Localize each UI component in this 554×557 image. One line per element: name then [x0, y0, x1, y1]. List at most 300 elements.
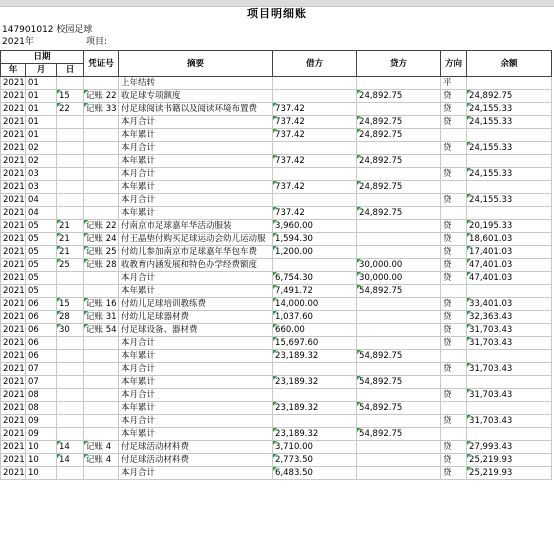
- year-cell[interactable]: 2021: [1, 259, 26, 272]
- day-cell[interactable]: 21: [57, 220, 84, 233]
- summary-cell[interactable]: 付王晶垫付购买足球运动会幼儿运动服: [119, 233, 273, 246]
- voucher-header[interactable]: 凭证号: [84, 51, 119, 77]
- voucher-cell[interactable]: 记账 25: [84, 246, 119, 259]
- voucher-cell[interactable]: 记账 33: [84, 103, 119, 116]
- day-cell[interactable]: 28: [57, 311, 84, 324]
- summary-cell[interactable]: 本年累计: [119, 428, 273, 441]
- day-cell[interactable]: [57, 168, 84, 181]
- credit-cell[interactable]: 54,892.75: [357, 285, 441, 298]
- month-cell[interactable]: 07: [26, 363, 57, 376]
- day-cell[interactable]: [57, 142, 84, 155]
- summary-cell[interactable]: 付足球活动材料费: [119, 441, 273, 454]
- day-cell[interactable]: 25: [57, 259, 84, 272]
- direction-cell[interactable]: [441, 207, 467, 220]
- summary-cell[interactable]: 付足球活动材料费: [119, 454, 273, 467]
- voucher-cell[interactable]: 记账 22: [84, 90, 119, 103]
- balance-cell[interactable]: 24,892.75: [467, 90, 552, 103]
- year-cell[interactable]: 2021: [1, 402, 26, 415]
- day-cell[interactable]: 15: [57, 298, 84, 311]
- direction-cell[interactable]: 贷: [441, 311, 467, 324]
- debit-cell[interactable]: [273, 168, 357, 181]
- credit-cell[interactable]: 24,892.75: [357, 181, 441, 194]
- debit-cell[interactable]: [273, 389, 357, 402]
- day-cell[interactable]: [57, 415, 84, 428]
- balance-cell[interactable]: 17,401.03: [467, 246, 552, 259]
- balance-cell[interactable]: 31,703.43: [467, 389, 552, 402]
- balance-cell[interactable]: 31,703.43: [467, 415, 552, 428]
- voucher-cell[interactable]: 记账 54: [84, 324, 119, 337]
- debit-cell[interactable]: 737.42: [273, 181, 357, 194]
- balance-cell[interactable]: 20,195.33: [467, 220, 552, 233]
- summary-cell[interactable]: 本月合计: [119, 116, 273, 129]
- debit-cell[interactable]: 23,189.32: [273, 350, 357, 363]
- month-cell[interactable]: 01: [26, 90, 57, 103]
- year-cell[interactable]: 2021: [1, 350, 26, 363]
- direction-cell[interactable]: 贷: [441, 467, 467, 480]
- summary-cell[interactable]: 本月合计: [119, 272, 273, 285]
- month-cell[interactable]: 03: [26, 181, 57, 194]
- year-cell[interactable]: 2021: [1, 376, 26, 389]
- credit-cell[interactable]: [357, 415, 441, 428]
- table-row: [1, 103, 552, 116]
- voucher-cell[interactable]: [84, 155, 119, 168]
- direction-cell[interactable]: 贷: [441, 337, 467, 350]
- summary-cell[interactable]: 本年累计: [119, 129, 273, 142]
- year-cell[interactable]: 2021: [1, 181, 26, 194]
- summary-cell[interactable]: 本月合计: [119, 168, 273, 181]
- table-row: [1, 363, 552, 376]
- year-cell[interactable]: 2021: [1, 155, 26, 168]
- debit-cell[interactable]: [273, 415, 357, 428]
- month-cell[interactable]: 05: [26, 285, 57, 298]
- year-cell[interactable]: 2021: [1, 428, 26, 441]
- month-header[interactable]: 月: [26, 64, 57, 77]
- month-cell[interactable]: 10: [26, 454, 57, 467]
- voucher-cell[interactable]: [84, 129, 119, 142]
- voucher-cell[interactable]: [84, 415, 119, 428]
- voucher-cell[interactable]: [84, 402, 119, 415]
- table-row: [1, 285, 552, 298]
- day-cell[interactable]: 14: [57, 454, 84, 467]
- month-cell[interactable]: 05: [26, 220, 57, 233]
- year-cell[interactable]: 2021: [1, 129, 26, 142]
- summary-cell[interactable]: 本年累计: [119, 207, 273, 220]
- credit-cell[interactable]: [357, 220, 441, 233]
- day-cell[interactable]: 30: [57, 324, 84, 337]
- balance-cell[interactable]: 24,155.33: [467, 168, 552, 181]
- summary-cell[interactable]: 付足球设备、器材费: [119, 324, 273, 337]
- day-cell[interactable]: [57, 116, 84, 129]
- month-cell[interactable]: 05: [26, 272, 57, 285]
- voucher-cell[interactable]: 记账 28: [84, 259, 119, 272]
- debit-cell[interactable]: [273, 90, 357, 103]
- balance-cell[interactable]: [467, 285, 552, 298]
- direction-cell[interactable]: [441, 428, 467, 441]
- day-cell[interactable]: [57, 207, 84, 220]
- month-cell[interactable]: 06: [26, 350, 57, 363]
- summary-cell[interactable]: 本月合计: [119, 142, 273, 155]
- day-cell[interactable]: 22: [57, 103, 84, 116]
- balance-cell[interactable]: 31,703.43: [467, 363, 552, 376]
- balance-cell[interactable]: [467, 350, 552, 363]
- debit-cell[interactable]: 1,594.30: [273, 233, 357, 246]
- debit-cell[interactable]: 7,491.72: [273, 285, 357, 298]
- month-cell[interactable]: 10: [26, 467, 57, 480]
- debit-cell[interactable]: 2,773.50: [273, 454, 357, 467]
- credit-cell[interactable]: 24,892.75: [357, 116, 441, 129]
- credit-cell[interactable]: [357, 233, 441, 246]
- voucher-cell[interactable]: 记账 4: [84, 441, 119, 454]
- summary-cell[interactable]: 本月合计: [119, 363, 273, 376]
- direction-cell[interactable]: [441, 350, 467, 363]
- direction-cell[interactable]: 贷: [441, 363, 467, 376]
- balance-cell[interactable]: [467, 376, 552, 389]
- voucher-cell[interactable]: 记账 4: [84, 454, 119, 467]
- year-cell[interactable]: 2021: [1, 272, 26, 285]
- balance-cell[interactable]: [467, 181, 552, 194]
- year-cell[interactable]: 2021: [1, 90, 26, 103]
- table-row: [1, 207, 552, 220]
- debit-cell[interactable]: 6,483.50: [273, 467, 357, 480]
- table-row: [1, 454, 552, 467]
- year-cell[interactable]: 2021: [1, 324, 26, 337]
- summary-cell[interactable]: 付幼儿参加南京市足球嘉年华包车费: [119, 246, 273, 259]
- month-cell[interactable]: 08: [26, 389, 57, 402]
- debit-cell[interactable]: 1,200.00: [273, 246, 357, 259]
- debit-cell[interactable]: 737.42: [273, 155, 357, 168]
- balance-cell[interactable]: 33,401.03: [467, 298, 552, 311]
- credit-cell[interactable]: [357, 454, 441, 467]
- debit-cell[interactable]: 14,000.00: [273, 298, 357, 311]
- debit-cell[interactable]: 737.42: [273, 116, 357, 129]
- credit-cell[interactable]: 30,000.00: [357, 272, 441, 285]
- balance-cell[interactable]: [467, 129, 552, 142]
- credit-cell[interactable]: 54,892.75: [357, 376, 441, 389]
- voucher-cell[interactable]: [84, 116, 119, 129]
- voucher-cell[interactable]: 记账 22: [84, 220, 119, 233]
- voucher-cell[interactable]: [84, 467, 119, 480]
- month-cell[interactable]: 01: [26, 116, 57, 129]
- direction-cell[interactable]: 贷: [441, 116, 467, 129]
- debit-cell[interactable]: 23,189.32: [273, 428, 357, 441]
- debit-cell[interactable]: [273, 77, 357, 90]
- year-cell[interactable]: 2021: [1, 298, 26, 311]
- table-row: [1, 415, 552, 428]
- direction-cell[interactable]: 贷: [441, 220, 467, 233]
- debit-cell[interactable]: 6,754.30: [273, 272, 357, 285]
- year-header[interactable]: 年: [1, 64, 26, 77]
- year-cell[interactable]: 2021: [1, 285, 26, 298]
- debit-cell[interactable]: [273, 259, 357, 272]
- year-cell[interactable]: 2021: [1, 77, 26, 90]
- debit-cell[interactable]: 737.42: [273, 103, 357, 116]
- credit-cell[interactable]: 54,892.75: [357, 428, 441, 441]
- month-cell[interactable]: 08: [26, 402, 57, 415]
- voucher-cell[interactable]: 记账 16: [84, 298, 119, 311]
- day-header[interactable]: 日: [57, 64, 84, 77]
- day-cell[interactable]: [57, 467, 84, 480]
- balance-cell[interactable]: 24,155.33: [467, 116, 552, 129]
- credit-cell[interactable]: [357, 168, 441, 181]
- voucher-cell[interactable]: [84, 428, 119, 441]
- direction-cell[interactable]: [441, 376, 467, 389]
- year-cell[interactable]: 2021: [1, 415, 26, 428]
- direction-cell[interactable]: 贷: [441, 168, 467, 181]
- voucher-cell[interactable]: 记账 24: [84, 233, 119, 246]
- day-cell[interactable]: [57, 402, 84, 415]
- day-cell[interactable]: [57, 376, 84, 389]
- summary-cell[interactable]: 收足球专项额度: [119, 90, 273, 103]
- summary-cell[interactable]: 付足球阅读书籍以及阅读环境布置费: [119, 103, 273, 116]
- year-cell[interactable]: 2021: [1, 233, 26, 246]
- voucher-cell[interactable]: [84, 350, 119, 363]
- balance-cell[interactable]: 31,703.43: [467, 324, 552, 337]
- credit-cell[interactable]: [357, 467, 441, 480]
- month-cell[interactable]: 05: [26, 246, 57, 259]
- credit-cell[interactable]: [357, 363, 441, 376]
- year-cell[interactable]: 2021: [1, 454, 26, 467]
- debit-cell[interactable]: [273, 142, 357, 155]
- year-cell[interactable]: 2021: [1, 363, 26, 376]
- balance-cell[interactable]: 31,703.43: [467, 337, 552, 350]
- year-cell[interactable]: 2021: [1, 103, 26, 116]
- summary-cell[interactable]: 本年累计: [119, 181, 273, 194]
- voucher-cell[interactable]: [84, 77, 119, 90]
- day-cell[interactable]: [57, 337, 84, 350]
- summary-cell[interactable]: 付南京市足球嘉年华活动服装: [119, 220, 273, 233]
- year-cell[interactable]: 2021: [1, 220, 26, 233]
- balance-cell[interactable]: [467, 77, 552, 90]
- summary-cell[interactable]: 付幼儿足球培训教练费: [119, 298, 273, 311]
- direction-cell[interactable]: 贷: [441, 454, 467, 467]
- direction-cell[interactable]: 贷: [441, 415, 467, 428]
- year-cell[interactable]: 2021: [1, 441, 26, 454]
- credit-cell[interactable]: [357, 142, 441, 155]
- credit-cell[interactable]: 24,892.75: [357, 155, 441, 168]
- voucher-cell[interactable]: [84, 389, 119, 402]
- summary-cell[interactable]: 本月合计: [119, 337, 273, 350]
- credit-cell[interactable]: [357, 324, 441, 337]
- table-row: [1, 298, 552, 311]
- direction-cell[interactable]: 贷: [441, 194, 467, 207]
- summary-cell[interactable]: 收教育内涵发展和特色办学经费额度: [119, 259, 273, 272]
- debit-cell[interactable]: 23,189.32: [273, 402, 357, 415]
- credit-cell[interactable]: 30,000.00: [357, 259, 441, 272]
- balance-cell[interactable]: 18,601.03: [467, 233, 552, 246]
- credit-cell[interactable]: [357, 298, 441, 311]
- month-cell[interactable]: 09: [26, 428, 57, 441]
- month-cell[interactable]: 04: [26, 207, 57, 220]
- day-cell[interactable]: [57, 428, 84, 441]
- voucher-cell[interactable]: [84, 181, 119, 194]
- balance-cell[interactable]: [467, 207, 552, 220]
- credit-cell[interactable]: 24,892.75: [357, 207, 441, 220]
- debit-cell[interactable]: 1,037.60: [273, 311, 357, 324]
- day-cell[interactable]: 21: [57, 233, 84, 246]
- summary-cell[interactable]: 付幼儿足球器材费: [119, 311, 273, 324]
- direction-cell[interactable]: [441, 285, 467, 298]
- month-cell[interactable]: 09: [26, 415, 57, 428]
- credit-cell[interactable]: [357, 311, 441, 324]
- direction-cell[interactable]: 平: [441, 77, 467, 90]
- day-cell[interactable]: [57, 181, 84, 194]
- day-cell[interactable]: 14: [57, 441, 84, 454]
- voucher-cell[interactable]: [84, 272, 119, 285]
- debit-cell[interactable]: 660.00: [273, 324, 357, 337]
- direction-cell[interactable]: 贷: [441, 298, 467, 311]
- credit-cell[interactable]: [357, 337, 441, 350]
- direction-header[interactable]: 方向: [441, 51, 467, 77]
- voucher-cell[interactable]: 记账 31: [84, 311, 119, 324]
- day-cell[interactable]: [57, 389, 84, 402]
- month-cell[interactable]: 03: [26, 168, 57, 181]
- direction-cell[interactable]: 贷: [441, 90, 467, 103]
- credit-cell[interactable]: [357, 441, 441, 454]
- direction-cell[interactable]: [441, 181, 467, 194]
- credit-cell[interactable]: 54,892.75: [357, 402, 441, 415]
- debit-cell[interactable]: 737.42: [273, 129, 357, 142]
- credit-header[interactable]: 贷方: [357, 51, 441, 77]
- table-row: [1, 116, 552, 129]
- year-cell[interactable]: 2021: [1, 116, 26, 129]
- balance-cell[interactable]: 47,401.03: [467, 259, 552, 272]
- summary-cell[interactable]: 本月合计: [119, 467, 273, 480]
- voucher-cell[interactable]: [84, 363, 119, 376]
- direction-cell[interactable]: [441, 155, 467, 168]
- day-cell[interactable]: [57, 77, 84, 90]
- year-cell[interactable]: 2021: [1, 311, 26, 324]
- month-cell[interactable]: 06: [26, 298, 57, 311]
- credit-cell[interactable]: 24,892.75: [357, 90, 441, 103]
- direction-cell[interactable]: 贷: [441, 259, 467, 272]
- debit-cell[interactable]: 3,710.00: [273, 441, 357, 454]
- debit-cell[interactable]: [273, 194, 357, 207]
- day-cell[interactable]: [57, 363, 84, 376]
- credit-cell[interactable]: 24,892.75: [357, 129, 441, 142]
- direction-cell[interactable]: 贷: [441, 233, 467, 246]
- direction-cell[interactable]: [441, 402, 467, 415]
- summary-cell[interactable]: 本月合计: [119, 389, 273, 402]
- year-cell[interactable]: 2021: [1, 168, 26, 181]
- credit-cell[interactable]: 54,892.75: [357, 350, 441, 363]
- balance-cell[interactable]: 47,401.03: [467, 272, 552, 285]
- month-cell[interactable]: 01: [26, 129, 57, 142]
- table-row: [1, 194, 552, 207]
- balance-cell[interactable]: [467, 428, 552, 441]
- year-cell[interactable]: 2021: [1, 194, 26, 207]
- debit-cell[interactable]: 15,697.60: [273, 337, 357, 350]
- day-cell[interactable]: [57, 285, 84, 298]
- summary-cell[interactable]: 本年累计: [119, 285, 273, 298]
- table-row: [1, 337, 552, 350]
- debit-header[interactable]: 借方: [273, 51, 357, 77]
- balance-cell[interactable]: 32,363.43: [467, 311, 552, 324]
- summary-cell[interactable]: 本年累计: [119, 402, 273, 415]
- credit-cell[interactable]: [357, 389, 441, 402]
- voucher-cell[interactable]: [84, 168, 119, 181]
- balance-header[interactable]: 余额: [467, 51, 552, 77]
- month-cell[interactable]: 01: [26, 103, 57, 116]
- summary-cell[interactable]: 本年累计: [119, 350, 273, 363]
- balance-cell[interactable]: 24,155.33: [467, 103, 552, 116]
- direction-cell[interactable]: 贷: [441, 272, 467, 285]
- debit-cell[interactable]: 23,189.32: [273, 376, 357, 389]
- direction-cell[interactable]: 贷: [441, 441, 467, 454]
- voucher-cell[interactable]: [84, 376, 119, 389]
- table-row: [1, 220, 552, 233]
- year-cell[interactable]: 2021: [1, 207, 26, 220]
- credit-cell[interactable]: [357, 103, 441, 116]
- credit-cell[interactable]: [357, 194, 441, 207]
- day-cell[interactable]: 15: [57, 90, 84, 103]
- month-cell[interactable]: 05: [26, 233, 57, 246]
- summary-cell[interactable]: 上年结转: [119, 77, 273, 90]
- balance-cell[interactable]: 24,155.33: [467, 142, 552, 155]
- balance-cell[interactable]: 24,155.33: [467, 194, 552, 207]
- month-cell[interactable]: 10: [26, 441, 57, 454]
- direction-cell[interactable]: [441, 129, 467, 142]
- month-cell[interactable]: 07: [26, 376, 57, 389]
- balance-cell[interactable]: [467, 402, 552, 415]
- direction-cell[interactable]: 贷: [441, 389, 467, 402]
- year-cell[interactable]: 2021: [1, 467, 26, 480]
- month-cell[interactable]: 06: [26, 311, 57, 324]
- debit-cell[interactable]: 3,960.00: [273, 220, 357, 233]
- balance-cell[interactable]: 25,219.93: [467, 467, 552, 480]
- debit-cell[interactable]: 737.42: [273, 207, 357, 220]
- direction-cell[interactable]: 贷: [441, 246, 467, 259]
- month-cell[interactable]: 05: [26, 259, 57, 272]
- month-cell[interactable]: 04: [26, 194, 57, 207]
- day-cell[interactable]: [57, 155, 84, 168]
- direction-cell[interactable]: 贷: [441, 142, 467, 155]
- summary-cell[interactable]: 本月合计: [119, 194, 273, 207]
- day-cell[interactable]: [57, 194, 84, 207]
- summary-header[interactable]: 摘要: [119, 51, 273, 77]
- summary-cell[interactable]: 本月合计: [119, 415, 273, 428]
- day-cell[interactable]: [57, 350, 84, 363]
- credit-cell[interactable]: [357, 77, 441, 90]
- voucher-cell[interactable]: [84, 337, 119, 350]
- summary-cell[interactable]: 本年累计: [119, 376, 273, 389]
- voucher-cell[interactable]: [84, 194, 119, 207]
- month-cell[interactable]: 06: [26, 324, 57, 337]
- voucher-cell[interactable]: [84, 285, 119, 298]
- year-cell[interactable]: 2021: [1, 142, 26, 155]
- year-cell[interactable]: 2021: [1, 337, 26, 350]
- date-header[interactable]: 日期: [1, 51, 84, 64]
- year-cell[interactable]: 2021: [1, 246, 26, 259]
- balance-cell[interactable]: 25,219.93: [467, 454, 552, 467]
- summary-cell[interactable]: 本年累计: [119, 155, 273, 168]
- month-cell[interactable]: 02: [26, 142, 57, 155]
- voucher-cell[interactable]: [84, 207, 119, 220]
- day-cell[interactable]: 21: [57, 246, 84, 259]
- day-cell[interactable]: [57, 272, 84, 285]
- credit-cell[interactable]: [357, 246, 441, 259]
- direction-cell[interactable]: 贷: [441, 324, 467, 337]
- voucher-cell[interactable]: [84, 142, 119, 155]
- month-cell[interactable]: 06: [26, 337, 57, 350]
- direction-cell[interactable]: 贷: [441, 103, 467, 116]
- month-cell[interactable]: 02: [26, 155, 57, 168]
- day-cell[interactable]: [57, 129, 84, 142]
- balance-cell[interactable]: 27,993.43: [467, 441, 552, 454]
- month-cell[interactable]: 01: [26, 77, 57, 90]
- year-cell[interactable]: 2021: [1, 389, 26, 402]
- balance-cell[interactable]: [467, 155, 552, 168]
- debit-cell[interactable]: [273, 363, 357, 376]
